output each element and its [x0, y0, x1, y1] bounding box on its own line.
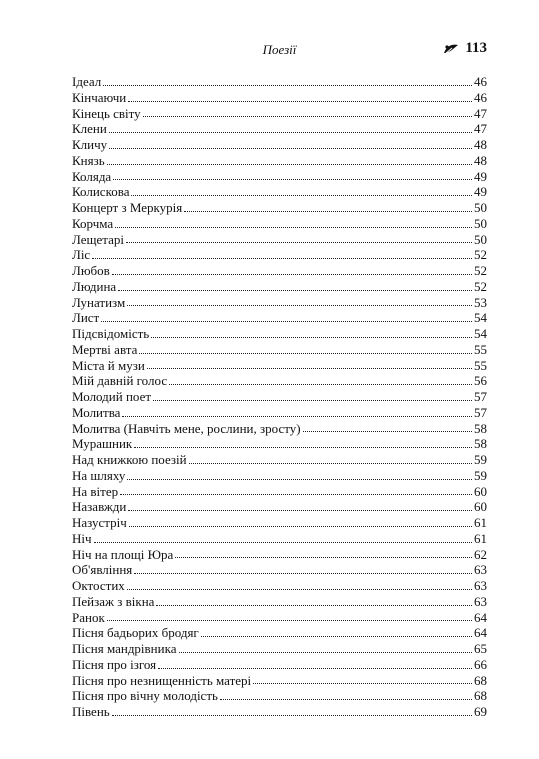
toc-entry-title: Кінчаючи [72, 89, 127, 105]
toc-entry-title: Пісня бадьорих бродяг [72, 625, 199, 641]
toc-entry-title: Над книжкою поезій [72, 452, 187, 467]
toc-entry-title: Мій давній голос [72, 373, 168, 389]
toc-entry-title: Півень [72, 704, 110, 719]
toc-entry-title: Октостих [72, 578, 125, 593]
dot-leader [118, 290, 472, 291]
toc-entry [72, 594, 487, 610]
dot-leader [112, 274, 472, 275]
toc-entry [72, 547, 487, 563]
dot-leader [147, 368, 472, 369]
toc-entry-page: 64 [474, 625, 487, 641]
toc-entry-title: Мурашник [72, 436, 133, 452]
dot-leader [126, 242, 472, 243]
dot-leader [128, 101, 472, 102]
toc-entry-page: 49 [474, 184, 487, 200]
toc-entry [72, 657, 487, 673]
dot-leader [127, 589, 472, 590]
toc-entry-title: Пісня про незнищенність матері [72, 672, 252, 688]
toc-entry-page: 49 [474, 168, 487, 184]
toc-entry-title: Клени [72, 121, 107, 137]
toc-entry-title: Любов [72, 263, 110, 278]
dot-leader [303, 431, 472, 432]
toc-entry [72, 153, 487, 169]
dot-leader [134, 447, 472, 448]
toc-entry [72, 295, 487, 311]
toc-entry-page: 50 [474, 231, 487, 247]
toc-entry [72, 373, 487, 389]
toc-entry-title: Лещетарі [72, 231, 124, 247]
toc-entry-page: 63 [474, 578, 487, 593]
dot-leader [253, 683, 472, 684]
toc-entry-page: 68 [474, 672, 487, 688]
dot-leader [175, 557, 472, 558]
toc-entry-page: 54 [474, 310, 487, 326]
toc-entry-page: 54 [474, 326, 487, 341]
toc-entry-page: 50 [474, 215, 487, 231]
toc-entry [72, 515, 487, 531]
dot-leader [153, 400, 472, 401]
toc-entry-page: 56 [474, 373, 487, 389]
toc-entry-page: 60 [474, 483, 487, 499]
toc-entry-page: 65 [474, 641, 487, 656]
toc-entry [72, 74, 487, 90]
toc-entry [72, 610, 487, 626]
dot-leader [179, 652, 473, 653]
toc-entry [72, 673, 487, 689]
toc-entry-page: 52 [474, 263, 487, 278]
toc-entry-page: 55 [474, 341, 487, 357]
toc-entry-title: Молитва (Навчіть мене, рослини, зросту) [72, 420, 301, 436]
dot-leader [109, 132, 472, 133]
toc-entry-title: Кінець світу [72, 105, 141, 121]
toc-entry-title: Концерт з Меркурія [72, 200, 183, 215]
toc-entry-title: Молодий поет [72, 389, 152, 404]
toc-entry-page: 47 [474, 121, 487, 137]
dot-leader [184, 211, 472, 212]
toc-entry-title: Назавжди [72, 499, 127, 515]
toc-entry [72, 263, 487, 279]
toc-entry [72, 216, 487, 232]
toc-entry [72, 688, 487, 704]
dot-leader [128, 510, 472, 511]
toc-entry-title: Корчма [72, 215, 114, 231]
toc-entry [72, 232, 487, 248]
toc-entry [72, 137, 487, 153]
toc-entry-page: 69 [474, 704, 487, 719]
toc-entry [72, 90, 487, 106]
leaf-ornament-icon [443, 43, 459, 55]
toc-entry-title: Лист [72, 310, 100, 326]
dot-leader [189, 463, 472, 464]
page-number: 113 [465, 40, 487, 56]
toc-entry-title: Молитва [72, 404, 121, 420]
dot-leader [127, 479, 472, 480]
toc-entry-page: 52 [474, 247, 487, 263]
toc-entry-page: 46 [474, 74, 487, 89]
dot-leader [201, 636, 472, 637]
toc-entry-page: 47 [474, 105, 487, 121]
toc-entry-page: 64 [474, 609, 487, 625]
toc-entry [72, 562, 487, 578]
toc-entry [72, 121, 487, 137]
toc-entry-page: 55 [474, 357, 487, 373]
toc-entry-title: На вітер [72, 483, 119, 499]
toc-entry-title: Ліс [72, 247, 91, 263]
toc-entry-title: Ідеал [72, 74, 102, 89]
toc-entry [72, 484, 487, 500]
toc-entry [72, 436, 487, 452]
toc-entry-title: Колискова [72, 184, 130, 200]
toc-entry [72, 704, 487, 720]
toc-entry-title: Кличу [72, 137, 108, 152]
toc-entry-title: Пейзаж з вікна [72, 593, 155, 609]
dot-leader [103, 85, 472, 86]
toc-entry-title: Об'явління [72, 562, 133, 578]
dot-leader [112, 715, 472, 716]
toc-entry [72, 326, 487, 342]
dot-leader [92, 258, 472, 259]
dot-leader [158, 668, 472, 669]
toc-entry-title: Пісня про вічну молодість [72, 688, 218, 704]
toc-entry-title: Пісня про ізгоя [72, 656, 157, 672]
toc-entry-title: Коляда [72, 168, 112, 184]
dot-leader [113, 179, 472, 180]
dot-leader [109, 148, 472, 149]
dot-leader [156, 605, 472, 606]
toc-entry-title: Людина [72, 278, 117, 294]
running-header [72, 40, 487, 60]
toc-entry-title: Пісня мандрівника [72, 641, 177, 656]
toc-entry-title: Князь [72, 152, 105, 168]
dot-leader [122, 416, 472, 417]
dot-leader [129, 526, 472, 527]
dot-leader [107, 620, 472, 621]
toc-entry-page: 53 [474, 294, 487, 310]
toc-entry [72, 279, 487, 295]
dot-leader [134, 573, 472, 574]
toc-entry-page: 50 [474, 200, 487, 215]
toc-entry [72, 247, 487, 263]
toc-entry [72, 499, 487, 515]
toc-entry-page: 61 [474, 530, 487, 546]
toc-entry-title: Міста й музи [72, 357, 145, 373]
toc-entry [72, 452, 487, 468]
dot-leader [151, 337, 472, 338]
toc-entry [72, 358, 487, 374]
dot-leader [169, 384, 472, 385]
toc-entry [72, 200, 487, 216]
toc-entry [72, 310, 487, 326]
toc-entry-title: Назустріч [72, 515, 127, 530]
toc-entry [72, 184, 487, 200]
dot-leader [220, 699, 472, 700]
dot-leader [120, 494, 472, 495]
toc-entry-page: 68 [474, 688, 487, 704]
dot-leader [139, 353, 472, 354]
toc-entry-title: Ніч [72, 530, 92, 546]
toc-entry-title: Лунатизм [72, 294, 126, 310]
running-title: Поезії [262, 42, 297, 57]
toc-entry [72, 468, 487, 484]
toc-entry [72, 421, 487, 437]
toc-entry [72, 531, 487, 547]
toc-entry [72, 106, 487, 122]
dot-leader [107, 164, 472, 165]
toc-entry-page: 46 [474, 89, 487, 105]
toc-entry-title: Ранок [72, 609, 105, 625]
dot-leader [115, 227, 472, 228]
dot-leader [101, 321, 472, 322]
toc-entry [72, 342, 487, 358]
toc-entry [72, 578, 487, 594]
dot-leader [143, 116, 472, 117]
toc-entry-page: 48 [474, 137, 487, 152]
page-number-block [443, 40, 487, 57]
toc-entry [72, 169, 487, 185]
toc-entry-title: Ніч на площі Юра [72, 546, 174, 562]
toc-entry-title: Мертві авта [72, 341, 138, 357]
toc-entry-page: 62 [474, 546, 487, 562]
toc-entry-page: 57 [474, 389, 487, 404]
toc-entry-page: 63 [474, 562, 487, 578]
table-of-contents [72, 74, 487, 720]
toc-entry-page: 66 [474, 656, 487, 672]
toc-entry-page: 57 [474, 404, 487, 420]
toc-entry-page: 58 [474, 420, 487, 436]
toc-entry [72, 641, 487, 657]
toc-entry-page: 63 [474, 593, 487, 609]
toc-entry-page: 59 [474, 452, 487, 467]
toc-entry [72, 405, 487, 421]
toc-entry [72, 625, 487, 641]
toc-entry-page: 59 [474, 467, 487, 483]
toc-entry-page: 60 [474, 499, 487, 515]
toc-entry-page: 61 [474, 515, 487, 530]
toc-entry-page: 52 [474, 278, 487, 294]
toc-entry-title: На шляху [72, 467, 126, 483]
toc-entry-page: 58 [474, 436, 487, 452]
dot-leader [94, 542, 472, 543]
toc-entry-page: 48 [474, 152, 487, 168]
toc-entry [72, 389, 487, 405]
dot-leader [131, 195, 472, 196]
toc-entry-title: Підсвідомість [72, 326, 150, 341]
dot-leader [127, 305, 472, 306]
